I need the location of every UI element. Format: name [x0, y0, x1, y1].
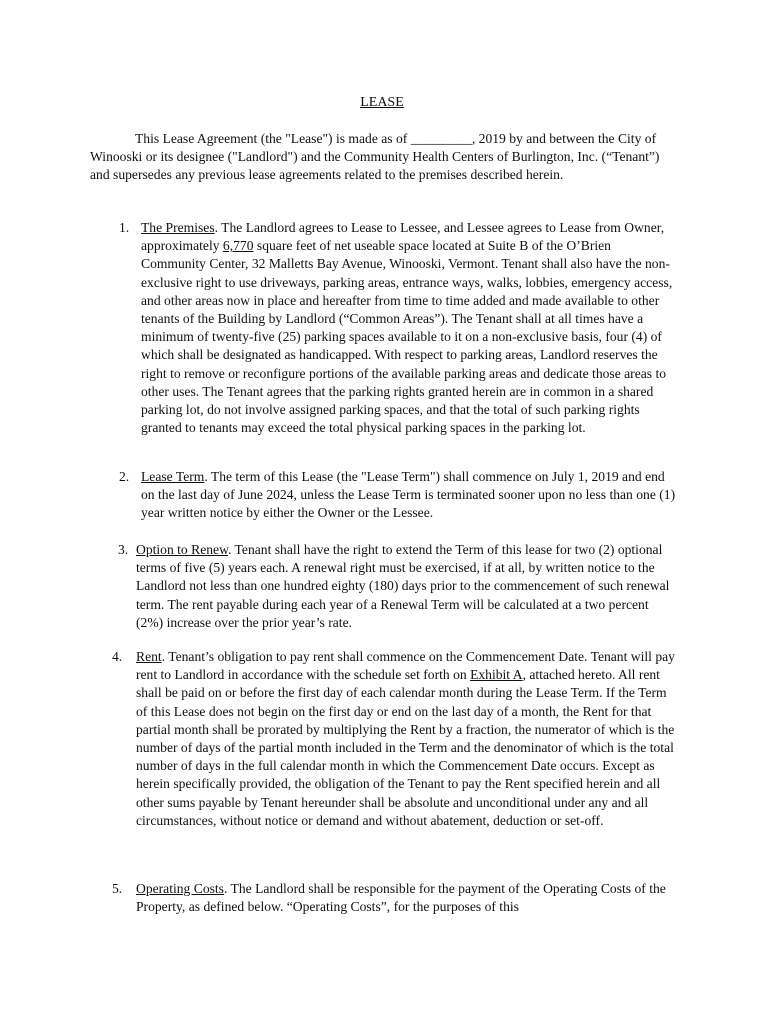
section-text: Rent. Tenant’s obligation to pay rent shall commence on the Commencement Date. Tenant will pay rent to Landlord in accordance with the schedule set forth on Exhibit A, attached hereto. All rent shall be paid on or before the first day of each calendar month during the Lease Term. If the Term of this Lease does not begin on the first day or end on the last day of a month, the Rent for that partial month shall be prorated by multiplying the Rent by a fraction, the numerator of which is the number of days of the partial month included in the Term and the denominator of which is the total number of days in the full calendar month in which the Commencement Date occurs. Except as herein specifically provided, the obligation of the Tenant to pay the Rent specified herein and all other sums payable by Tenant hereunder shall be absolute and unconditional under any and all circumstances, without notice or demand and without abatement, deduction or set-off.: [136, 649, 675, 828]
section-number: 3.: [118, 542, 129, 557]
section-option-to-renew: [118, 541, 676, 632]
section-number: 5.: [112, 881, 123, 896]
section-text: The Premises. The Landlord agrees to Lease to Lessee, and Lessee agrees to Lease from Owner, approximately 6,770 square feet of net useable space located at Suite B of the O’Brien Community Center, 32 Malletts Bay Avenue, Winooski, Vermont. Tenant shall also have the non-exclusive right to use driveways, parking areas, entrance ways, walks, lobbies, emergency access, and other areas now in place and hereafter from time to time added and made available to other tenants of the Building by Landlord (“Common Areas”). The Tenant shall at all times have a minimum of twenty-five (25) parking spaces available to it on a non-exclusive basis, four (4) of which shall be designated as handicapped. With respect to parking areas, Landlord reserves the right to remove or reconfigure portions of the available parking areas and dedicate those areas to other uses. The Tenant agrees that the parking rights granted herein are in common in a shared parking lot, do not involve assigned parking spaces, and that the total of such parking rights granted to tenants may exceed the total physical parking spaces in the parking lot.: [141, 220, 673, 436]
section-heading: Rent: [136, 649, 162, 664]
exhibit-a-reference: Exhibit A: [470, 667, 523, 683]
section-rent: [112, 648, 676, 830]
section-text: Option to Renew. Tenant shall have the right to extend the Term of this lease for two (2) optional terms of five (5) years each. A renewal right must be exercised, if at all, by written notice to the Landlord not less than one hundred eighty (180) days prior to the commencement of such renewal term. The rent payable during each year of a Renewal Term will be calculated at a two percent (2%) increase over the prior year’s rate.: [136, 542, 670, 630]
section-lease-term: [119, 468, 676, 523]
square-feet-figure: 6,770: [222, 238, 254, 254]
section-number: 1.: [119, 220, 130, 235]
section-heading: Operating Costs: [136, 881, 224, 896]
document-title: LEASE: [360, 95, 404, 110]
intro-paragraph: This Lease Agreement (the "Lease") is made as of _________, 2019 by and between the City of Winooski or its designee ("Landlord") and the Community Health Centers of Burlington, Inc. (“Tenant”) and supersedes any previous lease agreements related to the premises described herein.: [90, 131, 660, 183]
section-number: 4.: [112, 649, 123, 664]
section-heading: The Premises: [141, 220, 215, 235]
section-premises: [119, 219, 676, 437]
section-number: 2.: [119, 469, 130, 484]
section-heading: Option to Renew: [136, 542, 228, 557]
section-text: Lease Term. The term of this Lease (the "Lease Term") shall commence on July 1, 2019 and end on the last day of June 2024, unless the Lease Term is terminated sooner upon no less than one (1) year written notice by either the Owner or the Lessee.: [141, 469, 676, 521]
section-text: Operating Costs. The Landlord shall be responsible for the payment of the Operating Costs of the Property, as defined below. “Operating Costs”, for the purposes of this: [136, 881, 666, 915]
section-heading: Lease Term: [141, 469, 205, 484]
section-operating-costs: [112, 880, 676, 916]
